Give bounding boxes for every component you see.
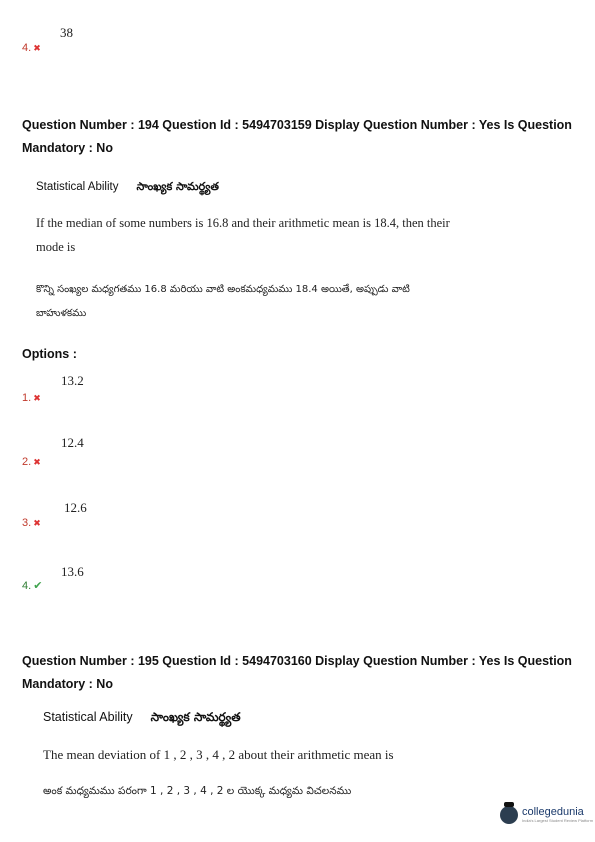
question-header-line1: Question Number : 194 Question Id : 5494703159 Display Question Number : Yes Is Question [22,118,572,132]
wrong-mark-icon: ✖ [33,394,41,404]
logo-brand: collegedunia [522,805,584,818]
collegedunia-logo [500,806,593,824]
wrong-mark-icon: ✖ [33,458,41,468]
question-text-telugu [36,278,576,326]
logo-mascot-icon [500,806,518,824]
option-2 [22,450,41,469]
question-header-line2: Mandatory : No [22,677,113,691]
subject-telugu: సాంఖ్యక సామర్థ్యత [136,180,219,193]
question-text-telugu: అంక మధ్యమము పరంగా 1 , 2 , 3 , 4 , 2 ల యొక్క మధ్యమ విచలనము [43,785,352,797]
question-text-line: కొన్ని సంఖ్యల మధ్యగతము 16.8 మరియు వాటి అంకమధ్యమము 18.4 అయితే, అప్పుడు వాటి [36,284,410,295]
option-1 [22,386,41,405]
option-3 [22,511,41,530]
option-3-value: 12.6 [64,500,87,515]
prev-option-4 [22,36,41,55]
check-mark-icon: ✔ [33,579,43,592]
option-2-value: 12.4 [61,435,84,450]
option-4 [22,574,42,593]
question-header-line1: Question Number : 195 Question Id : 5494703160 Display Question Number : Yes Is Question [22,654,572,668]
question-header [22,650,582,696]
question-text-line: బాహుళకము [36,308,87,319]
option-1-value: 13.2 [61,373,84,388]
options-label: Options : [22,347,77,361]
logo-tagline: India's Largest Student Review Platform [522,817,594,823]
option-number: 3. [22,517,32,529]
option-number: 1. [22,392,32,404]
subject-english: Statistical Ability [43,710,133,724]
subject-row [36,175,219,196]
subject-telugu: సాంఖ్యక సామర్థ్యత [150,710,241,724]
question-text-line: mode is [36,240,76,254]
subject-english: Statistical Ability [36,181,119,193]
option-number: 4. [22,580,32,592]
wrong-mark-icon: ✖ [33,44,41,54]
option-number: 4. [22,42,32,54]
question-text-english: The mean deviation of 1 , 2 , 3 , 4 , 2 about their arithmetic mean is [43,747,394,762]
question-header-line2: Mandatory : No [22,141,113,155]
prev-option-4-value: 38 [60,25,73,40]
wrong-mark-icon: ✖ [33,519,41,529]
option-number: 2. [22,456,32,468]
subject-row [43,706,241,727]
question-header [22,114,582,160]
option-4-value: 13.6 [61,564,84,579]
question-text-english [36,211,556,259]
question-text-line: If the median of some numbers is 16.8 and their arithmetic mean is 18.4, then their [36,216,450,230]
